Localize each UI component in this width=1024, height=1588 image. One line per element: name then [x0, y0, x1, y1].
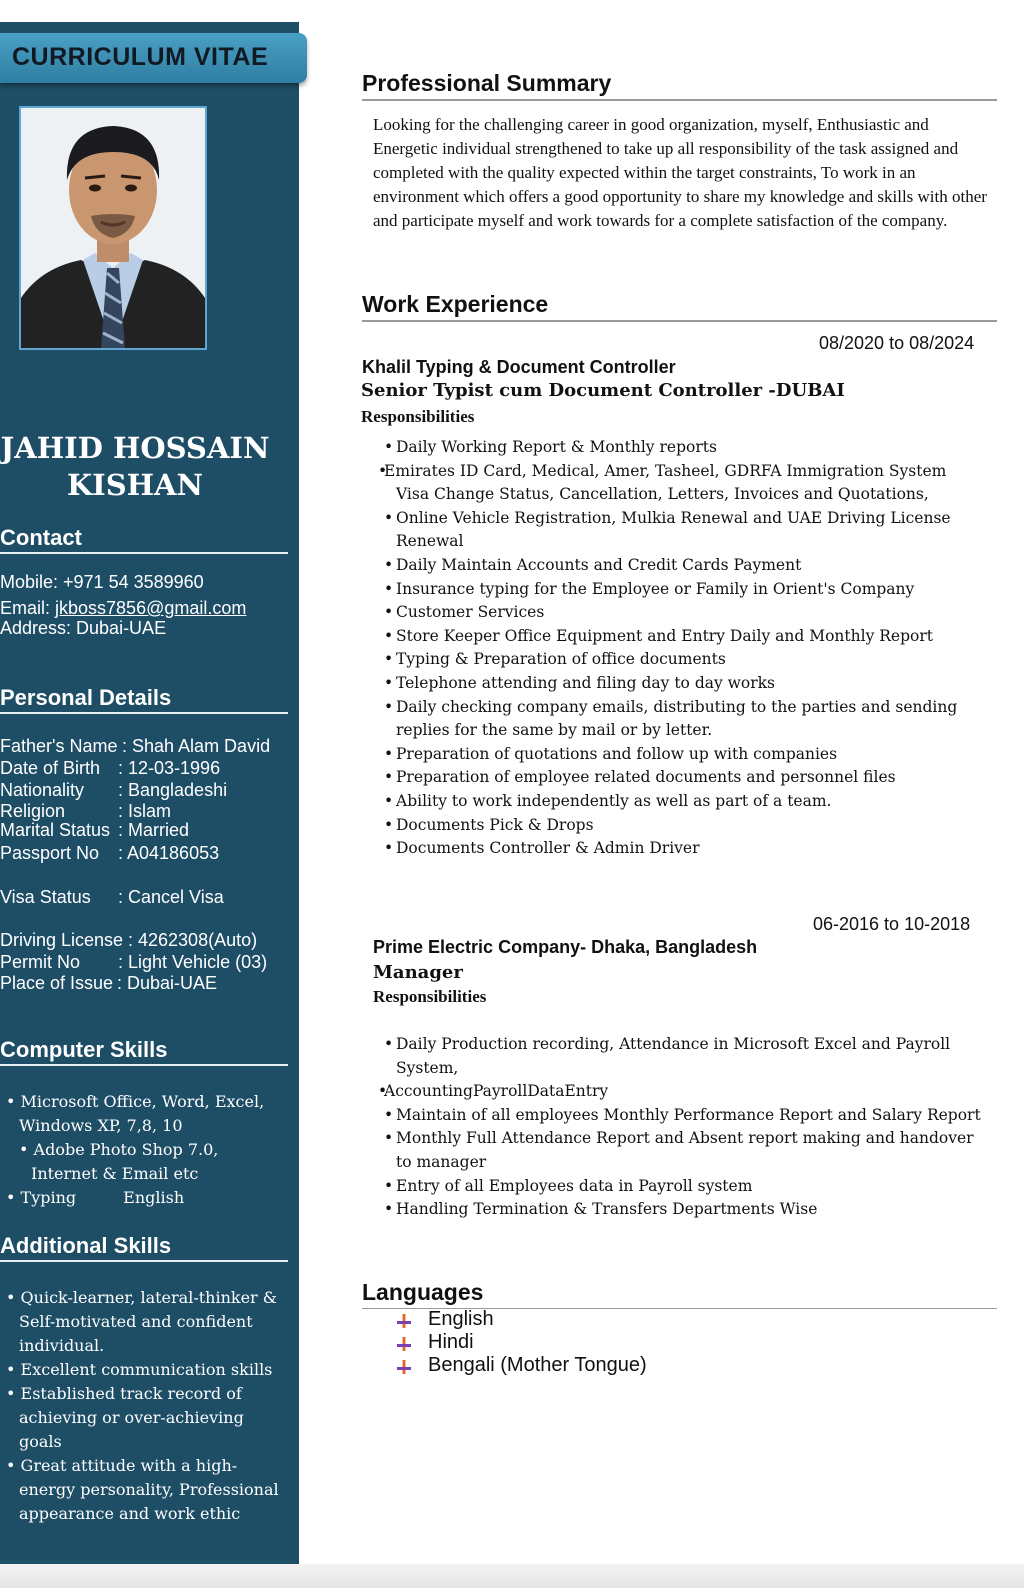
- row-label: Passport No: [0, 843, 100, 863]
- personal-row: [0, 820, 190, 841]
- row-value: : Islam: [118, 801, 172, 821]
- list-item: • Typing & Preparation of office documents: [384, 648, 994, 672]
- email-link[interactable]: jkboss7856@gmail.com: [55, 598, 247, 618]
- language-item: English: [394, 1308, 647, 1331]
- job-responsibilities-list: [384, 1033, 994, 1222]
- row-value: : Married: [118, 820, 190, 840]
- row-label: Religion: [0, 801, 66, 821]
- contact-email-line: [0, 598, 246, 619]
- contact-mobile: Mobile: +971 54 3589960: [0, 572, 204, 592]
- row-label: Driving License: [0, 930, 124, 950]
- list-item: Internet & Email etc: [31, 1164, 199, 1183]
- languages-heading: Languages: [362, 1279, 997, 1309]
- list-item: • AccountingPayrollDataEntry: [378, 1080, 994, 1104]
- personal-row: [0, 843, 220, 864]
- work-experience-heading: Work Experience: [362, 291, 997, 322]
- list-item: • Daily Working Report & Monthly reports: [384, 436, 994, 460]
- list-item: • Daily checking company emails, distributing to the parties and sending replies for the same by mail or by letter.: [384, 696, 994, 743]
- list-item: • Insurance typing for the Employee or Family in Orient's Company: [384, 578, 994, 602]
- list-item: • Preparation of employee related documents and personnel files: [384, 766, 994, 790]
- responsibilities-heading: Responsibilities: [373, 987, 487, 1006]
- arrow-bullet-icon: [397, 1360, 411, 1374]
- row-label: Visa Status: [0, 887, 91, 907]
- row-value: : A04186053: [118, 843, 220, 863]
- row-label: Date of Birth: [0, 758, 101, 778]
- personal-row: [0, 736, 271, 757]
- list-item: • Handling Termination & Transfers Departments Wise: [384, 1198, 994, 1222]
- row-label: Permit No: [0, 952, 81, 972]
- summary-text: Looking for the challenging career in good organization, myself, Enthusiastic and Energetic individual strengthened to take up all responsibility of the task assigned and completed with the quality expected within the target constraints, To work in an environment which offers a good opportunity to share my knowledge and skills with other and participate myself and work towards for a complete satisfaction of the company.: [373, 115, 987, 230]
- languages-list: [394, 1308, 647, 1377]
- list-item: • Typing English: [6, 1188, 185, 1207]
- list-item: • Preparation of quotations and follow up with companies: [384, 743, 994, 767]
- computer-skills-list: [6, 1090, 296, 1210]
- list-item: • Emirates ID Card, Medical, Amer, Tasheel, GDRFA Immigration System: [378, 460, 994, 484]
- job-company: Khalil Typing & Document Controller: [362, 357, 676, 377]
- row-label: Nationality: [0, 780, 85, 800]
- row-label: Marital Status: [0, 820, 111, 840]
- row-value: : Light Vehicle (03): [118, 952, 268, 972]
- personal-row: [0, 973, 218, 994]
- portrait-image: [21, 108, 205, 348]
- list-item: • Daily Production recording, Attendance in Microsoft Excel and Payroll System,: [384, 1033, 994, 1080]
- personal-row: [0, 930, 258, 951]
- list-item: • Documents Pick & Drops: [384, 814, 994, 838]
- personal-details-heading: Personal Details: [0, 685, 288, 714]
- list-item: • Microsoft Office, Word, Excel,: [6, 1092, 265, 1111]
- row-value: : Bangladeshi: [118, 780, 228, 800]
- cv-title: CURRICULUM VITAE: [12, 43, 269, 71]
- contact-address: Address: Dubai-UAE: [0, 618, 167, 638]
- list-item: Visa Change Status, Cancellation, Letters, Invoices and Quotations,: [396, 485, 929, 504]
- language-item: Hindi: [394, 1331, 647, 1354]
- list-item: • Telephone attending and filing day to day works: [384, 672, 994, 696]
- list-item: • Online Vehicle Registration, Mulkia Renewal and UAE Driving License Renewal: [384, 507, 994, 554]
- job-company: Prime Electric Company- Dhaka, Bangladesh: [373, 937, 758, 957]
- summary-heading: Professional Summary: [362, 70, 997, 101]
- list-item: • Established track record of achieving or over-achieving goals: [6, 1384, 244, 1451]
- list-item: • Documents Controller & Admin Driver: [384, 837, 994, 861]
- personal-row: [0, 887, 224, 908]
- personal-row: [0, 801, 172, 822]
- row-value: : Cancel Visa: [118, 887, 224, 907]
- contact-heading: Contact: [0, 525, 288, 554]
- name-line-1: JAHID HOSSAIN: [0, 431, 270, 465]
- computer-skills-heading: Computer Skills: [0, 1037, 288, 1066]
- list-item: • Maintain of all employees Monthly Performance Report and Salary Report: [384, 1104, 994, 1128]
- email-label: Email:: [0, 598, 56, 618]
- job-dates: 08/2020 to 08/2024: [819, 333, 975, 353]
- cv-title-banner: [0, 33, 307, 83]
- language-item: Bengali (Mother Tongue): [394, 1354, 647, 1377]
- personal-row: [0, 758, 221, 779]
- row-value: : Shah Alam David: [122, 736, 271, 756]
- arrow-bullet-icon: [397, 1314, 411, 1328]
- personal-row: [0, 952, 268, 973]
- arrow-bullet-icon: [397, 1337, 411, 1351]
- job-role: Manager: [373, 962, 463, 983]
- list-item: • Store Keeper Office Equipment and Entry Daily and Monthly Report: [384, 625, 994, 649]
- full-name: [0, 430, 270, 504]
- row-value: : 12-03-1996: [118, 758, 221, 778]
- page-bottom-edge: [0, 1564, 1024, 1588]
- row-label: Father's Name: [0, 736, 118, 756]
- list-item: • Great attitude with a high-energy personality, Professional appearance and work ethic: [6, 1456, 279, 1523]
- job-dates: 06-2016 to 10-2018: [813, 914, 971, 934]
- row-label: Place of Issue: [0, 973, 114, 993]
- personal-row: [0, 780, 228, 801]
- list-item: • Excellent communication skills: [6, 1360, 273, 1379]
- row-value: : 4262308(Auto): [128, 930, 258, 950]
- row-value: : Dubai-UAE: [117, 973, 218, 993]
- list-item: • Daily Maintain Accounts and Credit Cards Payment: [384, 554, 994, 578]
- list-item: • Adobe Photo Shop 7.0,: [19, 1140, 219, 1159]
- name-line-2: KISHAN: [66, 468, 204, 502]
- additional-skills-list: [6, 1286, 286, 1526]
- list-item: • Ability to work independently as well as part of a team.: [384, 790, 994, 814]
- list-item: • Customer Services: [384, 601, 994, 625]
- additional-skills-heading: Additional Skills: [0, 1233, 288, 1262]
- responsibilities-heading: Responsibilities: [361, 407, 475, 426]
- list-item: Windows XP, 7,8, 10: [19, 1116, 183, 1135]
- list-item: • Entry of all Employees data in Payroll system: [384, 1175, 994, 1199]
- job-role: Senior Typist cum Document Controller -DUBAI: [361, 380, 845, 401]
- profile-photo: [19, 106, 207, 350]
- list-item: • Monthly Full Attendance Report and Absent report making and handover to manager: [384, 1127, 994, 1174]
- list-item: • Quick-learner, lateral-thinker & Self-motivated and confident individual.: [6, 1288, 278, 1355]
- job-responsibilities-list: [384, 436, 994, 861]
